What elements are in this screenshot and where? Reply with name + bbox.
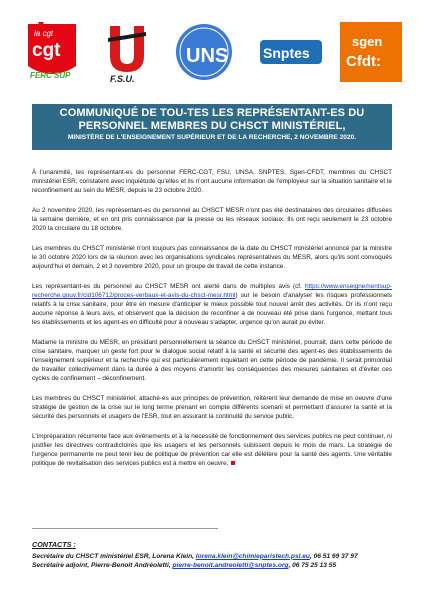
end-square-icon	[231, 461, 235, 465]
snptes-logo	[258, 22, 324, 82]
unsa-logo-text: UNS	[186, 45, 229, 67]
fsu-logo-sub: F.S.U.	[110, 74, 135, 84]
sgen-cfdt-logo	[340, 22, 402, 82]
contact-2-name: Secrétaire adjoint, Pierre-Benoît Andréoletti,	[32, 562, 173, 569]
subtitle: MINISTÈRE DE L'ENSEIGNEMENT SUPÉRIEUR ET DE LA RECHERCHE, 2 NOVEMBRE 2020.	[67, 134, 357, 141]
paragraph-4	[32, 282, 392, 327]
contacts-heading: CONTACTS :	[32, 540, 76, 549]
paragraph-4-start: Les représentant-es du personnel au CHSCT MESR ont alerté dans de multiples avis (cf.	[32, 283, 305, 290]
fsu-logo	[100, 22, 152, 82]
cgt-logo-la: la cgt	[34, 29, 54, 38]
communique-body	[32, 168, 392, 479]
paragraph-7	[32, 432, 392, 468]
cgt-logo-sub: FERC SUP	[30, 71, 71, 80]
paragraph-6: Les membres du CHSCT ministériel, attaché-es aux principes de prévention, réitèrent leur demande de mise en oeuvre d'une stratégie de gestion de la crise sur le long terme prenant en compte différents scenarii et permettant d'assurer la santé et la sécurité des personnels et usagers de l'ESR, tout en assurant la continuité du service public.	[32, 395, 392, 420]
sgen-logo-line1: sgen	[352, 34, 383, 49]
paragraph-1: À l'unanimité, les représentant-es du personnel FERC-CGT, FSU, UNSA, SNPTES, Sgen-CFDT, membres du CHSCT ministériel ESR, constatent avec inquiétude qu'elles et ils n'ont aucune information de l'employeur sur la situation sanitaire et le reconfinement au sein du MESR, depuis le 23 octobre 2020.	[32, 169, 392, 194]
paragraph-5: Madame la ministre du MESR, en présidant personnellement la séance du CHSCT ministériel, pourrait, dans cette période de crise sanitaire, marquer un geste fort pour le dialogue social relatif à la santé et sécurité des agent-es des établissements de l'enseignement supérieur et la recherche qui est particulièrement inquiétant en cette période de pandémie. Il serait primordial de travailler collectivement dans la durée à des moyens d'amortir les conséquences des mesures sanitaires et d'éviter ces cycles de confinement – déconfinement.	[32, 339, 392, 382]
unsa-logo	[174, 22, 234, 82]
contact-line-2	[32, 561, 402, 571]
paragraph-3: Les membres du CHSCT ministériel n'ont toujours pas connaissance de la date du CHSCT ministériel annoncé par la ministre le 30 octobre 2020 lors de la réunion avec les organisations syndicales représentatives du MESR, alors qu'ils sont convoqués aujourd'hui et demain, 2 et 3 novembre 2020, pour un groupe de travail de cette instance.	[32, 245, 392, 270]
contact-2-email[interactable]: pierre-benoit.andreoletti@snptes.org	[172, 562, 289, 569]
cgt-logo	[24, 22, 80, 82]
paragraph-4-end: ) sur le besoin d'analyser les risques professionnels relatifs à la crise sanitaire, pour être en mesure d'anticiper le mieux possible tout nouvel arrêt des activités. Or ils n'ont reçu aucune réponse à leurs avis, et observent que la décision de reconfiner a de nouveau été prise dans l'urgence, mettant tous les établissements et les agent-es en difficulté pour à nouveau s'adapter, urgence qu'on aurait pu éviter.	[32, 292, 392, 326]
contact-line-1	[32, 552, 402, 562]
title-banner	[32, 104, 392, 150]
snptes-logo-text: Snptes	[263, 45, 310, 61]
contact-1-phone: , 06 51 69 37 97	[309, 552, 358, 560]
title-line-1: COMMUNIQUÉ DE TOU-TES LES REPRÉSENTANT-ES DU	[59, 107, 365, 119]
contact-1-name: Secrétaire du CHSCT ministériel ESR, Lorena Klein,	[32, 552, 196, 560]
paragraph-2: Au 2 novembre 2020, les représentant-es du personnel au CHSCT MESR n'ont pas été destinataires des circulaires diffusées la semaine dernière, et en ont pris connaissance par la presse ou les réseaux sociaux. Ils ont reçu seulement le 23 octobre 2020 la circulaire du 18 octobre.	[32, 207, 392, 232]
paragraph-7-text: L'impréparation récurrente face aux événements et à la nécessité de fonctionnement des services publics ne peut continuer, ni justifier les directives contradictoires que les usagers et les personnels subissent depuis le mois de mars. La stratégie de l'urgence permanente ne peut tenir lieu de politique de prévention car elle est délétère pour la santé des agents. Une véritable politique de revitalisation des services publics est à mettre en oeuvre.	[32, 433, 392, 467]
contacts-block	[32, 540, 402, 571]
svg-text:cgt: cgt	[32, 40, 61, 61]
sgen-logo-line2: Cfdt:	[346, 53, 381, 70]
chsct-avis-link[interactable]: https://www.enseignementsup-recherche.gouv.fr/cid106712/proces-verbaux-et-avis-du-chsct-mesr.html	[32, 283, 392, 299]
title-line-2: PERSONNEL MEMBRES DU CHSCT MINISTÉRIEL,	[78, 120, 346, 132]
contacts-divider	[32, 528, 218, 529]
union-logos	[24, 22, 402, 84]
contact-2-phone: , 06 75 25 13 55	[288, 562, 337, 569]
contact-1-email[interactable]: lorena.klein@chimieparistech.psl.eu	[195, 552, 310, 560]
